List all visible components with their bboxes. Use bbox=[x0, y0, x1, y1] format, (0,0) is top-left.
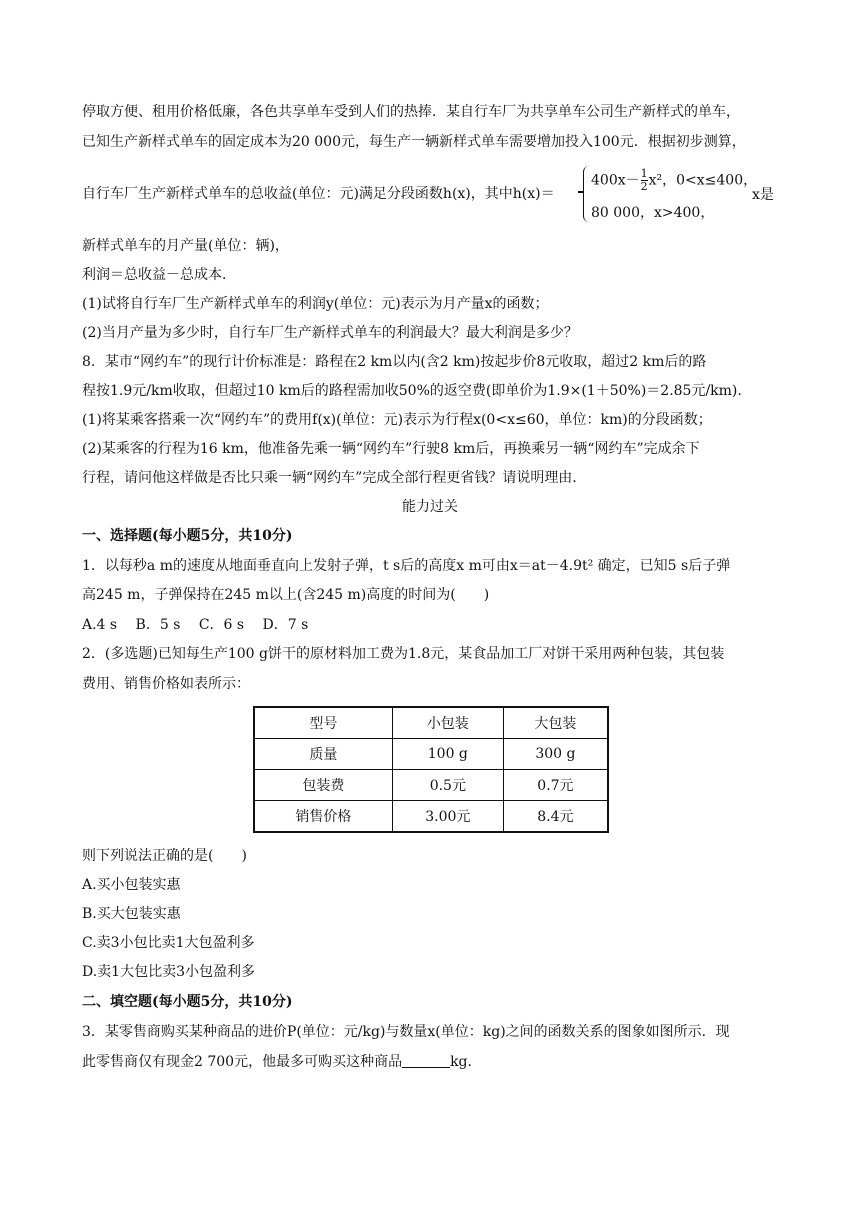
table-cell: 销售价格 bbox=[254, 801, 392, 833]
option-b: B.买大包装实惠 bbox=[82, 906, 181, 922]
table-cell: 质量 bbox=[254, 739, 392, 770]
text-line: 1．以每秒a m的速度从地面垂直向上发射子弹，t s后的高度x m可由x＝at－4.9t² 确定，已知5 s后子弹 bbox=[82, 558, 731, 574]
piecewise-case-1-prefix: 400x－ bbox=[591, 172, 640, 189]
fraction bbox=[641, 168, 648, 193]
text-line: 停取方便、租用价格低廉，各色共享单车受到人们的热捧．某自行车厂为共享单车公司生产新样式的单车， bbox=[82, 104, 740, 120]
piecewise-case-2: 80 000，x>400， bbox=[591, 205, 715, 221]
table-row bbox=[254, 801, 608, 833]
text-fragment: kg. bbox=[450, 1054, 472, 1070]
text-line: 自行车厂生产新样式单车的总收益(单位：元)满足分段函数h(x)，其中h(x)＝ bbox=[82, 186, 555, 202]
option-a: A.买小包装实惠 bbox=[82, 877, 181, 893]
piecewise-brace bbox=[583, 166, 591, 222]
answer-blank bbox=[402, 1053, 450, 1068]
text-fragment: x是 bbox=[752, 187, 774, 203]
piecewise-case-1-suffix: x²，0<x≤400， bbox=[648, 172, 758, 189]
table-header-row bbox=[254, 707, 608, 739]
text-line: 3．某零售商购买某种商品的进价P(单位：元/kg)与数量x(单位：kg)之间的函数关系的图象如图所示．现 bbox=[82, 1024, 730, 1040]
table-header-cell: 小包装 bbox=[392, 707, 503, 739]
text-line: (1)将某乘客搭乘一次“网约车”的费用f(x)(单位：元)表示为行程x(0<x≤60，单位：km)的分段函数； bbox=[82, 412, 712, 428]
table-cell: 3.00元 bbox=[392, 801, 503, 833]
text-fragment: 此零售商仅有现金2 700元，他最多可购买这种商品 bbox=[82, 1054, 403, 1070]
table-row bbox=[254, 739, 608, 770]
text-line: 利润＝总收益－总成本． bbox=[82, 267, 236, 283]
text-line: 高245 m，子弹保持在245 m以上(含245 m)高度的时间为( ) bbox=[82, 587, 490, 603]
text-line: 程按1.9元/km收取，但超过10 km后的路程需加收50%的返空费(即单价为1.9×(1＋50%)＝2.85元/km). bbox=[82, 383, 742, 399]
table-cell: 300 g bbox=[503, 739, 608, 770]
table-cell: 包装费 bbox=[254, 770, 392, 801]
table-cell: 0.7元 bbox=[503, 770, 608, 801]
text-line: 2．(多选题)已知每生产100 g饼干的原材料加工费为1.8元，某食品加工厂对饼干采用两种包装，其包装 bbox=[82, 646, 725, 662]
fraction-denominator: 2 bbox=[640, 180, 648, 193]
fraction-numerator: 1 bbox=[640, 167, 648, 180]
text-line: (2)当月产量为多少时，自行车厂生产新样式单车的利润最大？最大利润是多少？ bbox=[82, 325, 578, 341]
table-cell: 0.5元 bbox=[392, 770, 503, 801]
section-heading: 能力过关 bbox=[402, 499, 458, 515]
text-line: 新样式单车的月产量(单位：辆)， bbox=[82, 238, 289, 254]
text-line: 已知生产新样式单车的固定成本为20 000元，每生产一辆新样式单车需要增加投入100元．根据初步测算， bbox=[82, 134, 746, 150]
table-cell: 8.4元 bbox=[503, 801, 608, 833]
table-header-cell: 型号 bbox=[254, 707, 392, 739]
section-title: 二、填空题(每小题5分，共10分) bbox=[82, 994, 293, 1010]
text-line: 行程，请问他这样做是否比只乘一辆“网约车”完成全部行程更省钱？请说明理由． bbox=[82, 470, 587, 486]
text-line: 则下列说法正确的是( ) bbox=[82, 848, 247, 864]
text-line: 费用、销售价格如表所示： bbox=[82, 676, 250, 692]
answer-options: A.4 s B．5 s C．6 s D．7 s bbox=[82, 617, 309, 633]
piecewise-case-1 bbox=[591, 168, 757, 193]
option-c: C.卖3小包比卖1大包盈利多 bbox=[82, 935, 255, 951]
table-cell: 100 g bbox=[392, 739, 503, 770]
text-line bbox=[82, 1052, 782, 1072]
option-d: D.卖1大包比卖3小包盈利多 bbox=[82, 964, 255, 980]
text-line: (2)某乘客的行程为16 km，他准备先乘一辆“网约车”行驶8 km后，再换乘另一辆“网约车”完成余下 bbox=[82, 441, 700, 457]
packaging-table bbox=[253, 706, 609, 833]
table-header-cell: 大包装 bbox=[503, 707, 608, 739]
section-title: 一、选择题(每小题5分，共10分) bbox=[82, 528, 293, 544]
text-line: (1)试将自行车厂生产新样式单车的利润y(单位：元)表示为月产量x的函数； bbox=[82, 296, 549, 312]
table-row bbox=[254, 770, 608, 801]
text-line: 8．某市“网约车”的现行计价标准是：路程在2 km以内(含2 km)按起步价8元收取，超过2 km后的路 bbox=[82, 354, 707, 370]
